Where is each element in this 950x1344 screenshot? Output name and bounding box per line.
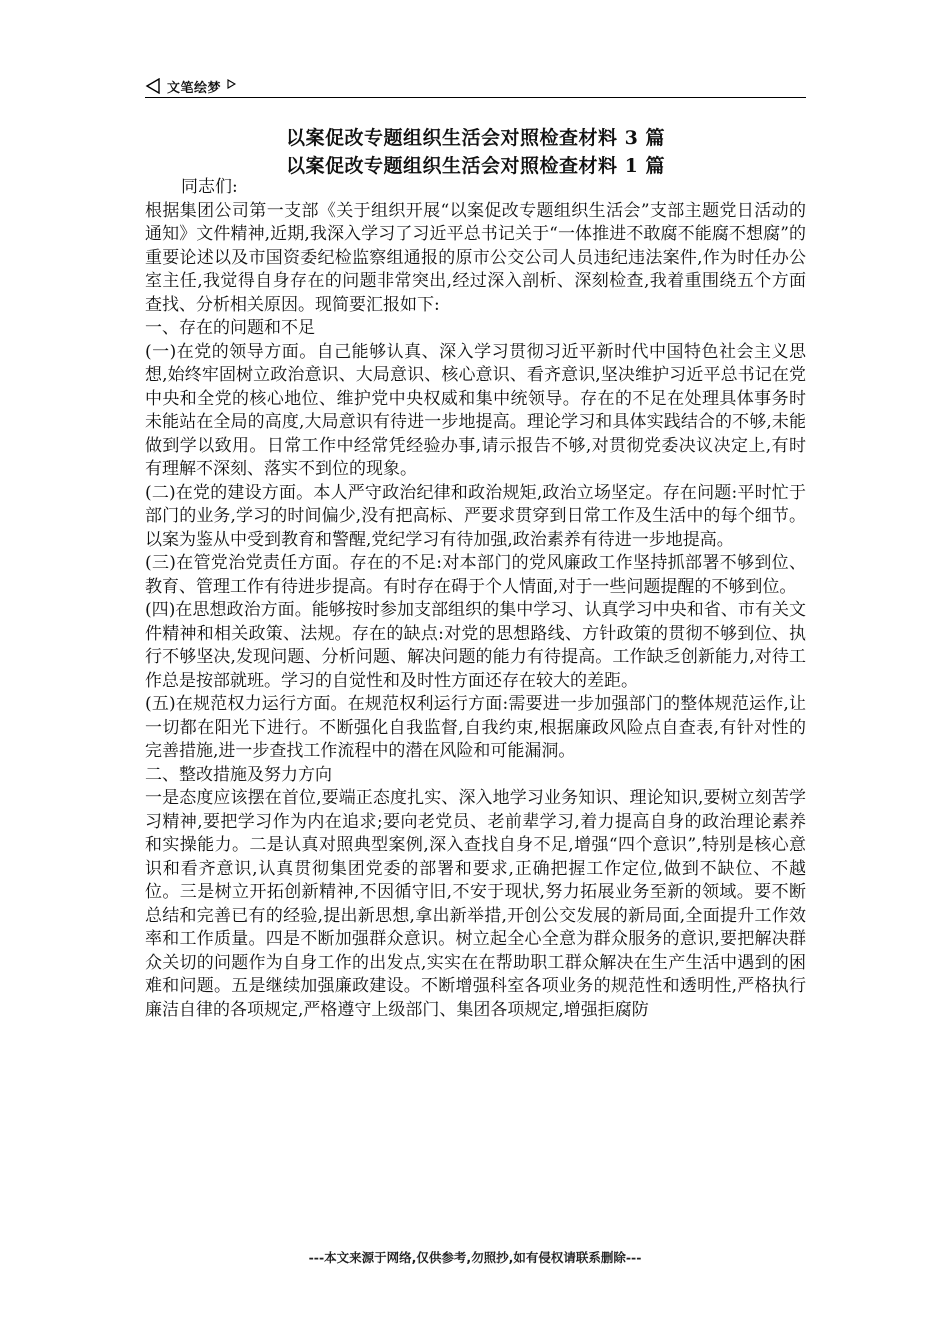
triangle-left-icon [145, 78, 161, 94]
section-heading-measures: 二、整改措施及努力方向 [145, 764, 332, 785]
document-body [145, 176, 806, 1022]
triangle-right-icon [227, 79, 236, 89]
paragraph-party-building: (二)在党的建设方面。本人严守政治纪律和政治规矩,政治立场坚定。存在问题:平时忙于部门的业务,学习的时间偏少,没有把高标、严要求贯穿到日常工作及生活中的每个细节。以案为鉴从中受到教育和警醒,党纪学习有待加强,政治素养有待进一步地提高。 [145, 482, 806, 550]
document-title: 以案促改专题组织生活会对照检查材料 3 篇 [286, 127, 665, 149]
page-header [145, 74, 806, 98]
header-divider [145, 97, 806, 98]
paragraph-intro: 根据集团公司第一支部《关于组织开展“以案促改专题组织生活会”支部主题党日活动的通知》文件精神,近期,我深入学习了习近平总书记关于“一体推进不敢腐不能腐不想腐”的重要论述以及市国资委纪检监察组通报的原市公交公司人员违纪违法案件,作为时任办公室主任,我觉得自身存在的问题非常突出,经过深入剖析、深刻检查,我着重围绕五个方面查找、分析相关原因。现简要汇报如下: [145, 200, 806, 315]
paragraph-measures: 一是态度应该摆在首位,要端正态度扎实、深入地学习业务知识、理论知识,要树立刻苦学习精神,要把学习作为内在追求;要向老党员、老前辈学习,着力提高自身的政治理论素养和实操能力。二是认真对照典型案例,深入查找自身不足,增强“四个意识”,特别是核心意识和看齐意识,认真贯彻集团党委的部署和要求,正确把握工作定位,做到不缺位、不越位。三是树立开拓创新精神,不因循守旧,不安于现状,努力拓展业务至新的领域。要不断总结和完善已有的经验,提出新思想,拿出新举措,开创公交发展的新局面,全面提升工作效率和工作质量。四是不断加强群众意识。树立起全心全意为群众服务的意识,要把解决群众关切的问题作为自身工作的出发点,实实在在帮助职工群众解决在生产生活中遇到的困难和问题。五是继续加强廉政建设。不断增强科室各项业务的规范性和透明性,严格执行廉洁自律的各项规定,严格遵守上级部门、集团各项规定,增强拒腐防 [145, 788, 806, 1020]
footer-notice: ---本文来源于网络,仅供参考,勿照抄,如有侵权请联系删除--- [308, 1250, 642, 1265]
title-block [145, 124, 806, 180]
paragraph-party-governance: (三)在管党治党责任方面。存在的不足:对本部门的党风廉政工作坚持抓部署不够到位、教育、管理工作有待进步提高。有时存在碍于个人情面,对于一些问题提醒的不够到位。 [145, 553, 806, 597]
paragraph-party-leadership: (一)在党的领导方面。自己能够认真、深入学习贯彻习近平新时代中国特色社会主义思想,始终牢固树立政治意识、大局意识、核心意识、看齐意识,坚决维护习近平总书记在党中央和全党的核心地位、维护党中央权威和集中统领导。存在的不足在处理具体事务时未能站在全局的高度,大局意识有待进一步地提高。理论学习和具体实践结合的不够,未能做到学以致用。日常工作中经常凭经验办事,请示报告不够,对贯彻党委决议决定上,有时有理解不深刻、落实不到位的现象。 [145, 341, 806, 479]
brand-name: 文笔绘梦 [167, 80, 222, 96]
greeting: 同志们: [181, 177, 238, 197]
paragraph-ideology: (四)在思想政治方面。能够按时参加支部组织的集中学习、认真学习中央和省、市有关文件精神和相关政策、法规。存在的缺点:对党的思想路线、方针政策的贯彻不够到位、执行不够坚决,发现问题、分析问题、解决问题的能力有待提高。工作缺乏创新能力,对待工作总是按部就班。学习的自觉性和及时性方面还存在较大的差距。 [145, 600, 806, 691]
document-subtitle: 以案促改专题组织生活会对照检查材料 1 篇 [286, 155, 665, 177]
section-heading-problems: 一、存在的问题和不足 [145, 318, 315, 338]
paragraph-power-regulation: (五)在规范权力运行方面。在规范权利运行方面:需要进一步加强部门的整体规范运作,让一切都在阳光下进行。不断强化自我监督,自我约束,根据廉政风险点自查表,有针对性的完善措施,进一步查找工作流程中的潜在风险和可能漏洞。 [145, 694, 806, 761]
